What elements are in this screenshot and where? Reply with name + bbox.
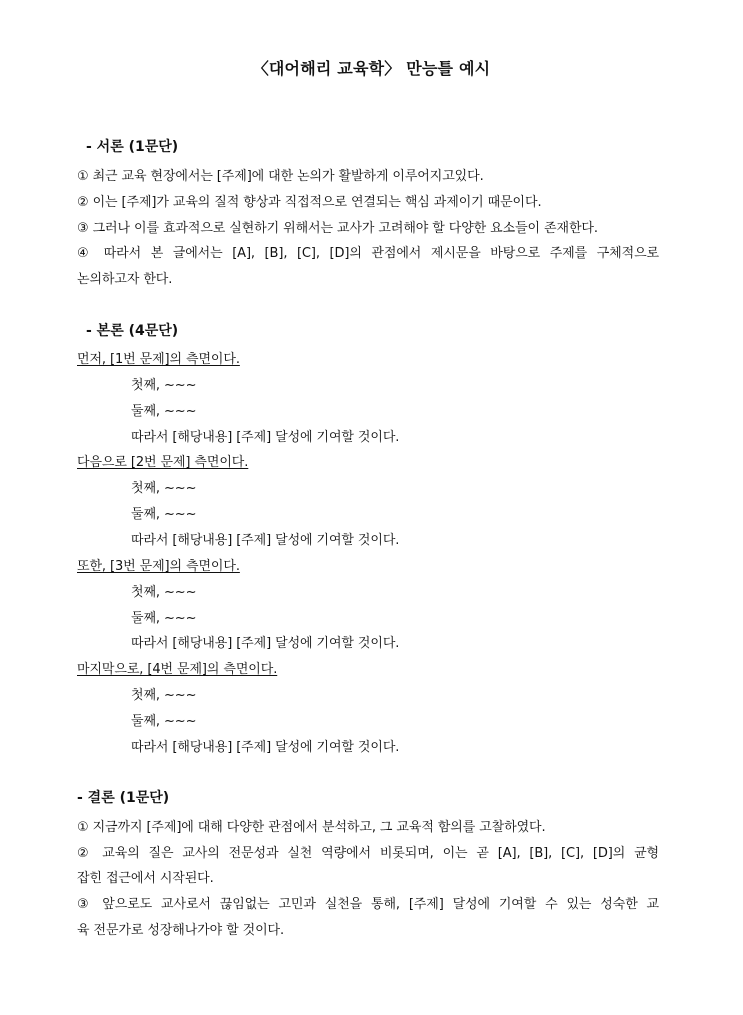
body-block-3-conclusion: 따라서 [해당내용] [주제] 달성에 기여할 것이다. xyxy=(131,636,400,651)
body-block-4-first: 첫째, ~~~ xyxy=(131,688,197,703)
body-block-2-lead: 다음으로 [2번 문제] 측면이다. xyxy=(77,455,249,470)
intro-line-4: ④ 따라서 본 글에서는 [A], [B], [C], [D]의 관점에서 제시문을 바탕으로 주제를 구체적으로 xyxy=(77,246,659,261)
intro-line-5: 논의하고자 한다. xyxy=(77,272,173,287)
intro-line-2: ② 이는 [주제]가 교육의 질적 향상과 직접적으로 연결되는 핵심 과제이기 때문이다. xyxy=(77,195,542,210)
body-block-3-second: 둘째, ~~~ xyxy=(131,611,197,626)
outro-heading: - 결론 (1문단) xyxy=(77,790,170,806)
outro-line-1: ① 지금까지 [주제]에 대해 다양한 관점에서 분석하고, 그 교육적 함의를 고찰하였다. xyxy=(77,820,546,835)
body-block-2-conclusion: 따라서 [해당내용] [주제] 달성에 기여할 것이다. xyxy=(131,533,400,548)
body-block-1-lead: 먼저, [1번 문제]의 측면이다. xyxy=(77,352,240,367)
intro-heading: - 서론 (1문단) xyxy=(86,139,179,155)
body-block-3-first: 첫째, ~~~ xyxy=(131,585,197,600)
body-block-4-lead: 마지막으로, [4번 문제]의 측면이다. xyxy=(77,662,278,677)
body-heading: - 본론 (4문단) xyxy=(86,323,179,339)
outro-line-3: 잡힌 접근에서 시작된다. xyxy=(77,871,214,886)
body-block-1-second: 둘째, ~~~ xyxy=(131,404,197,419)
body-block-2-first: 첫째, ~~~ xyxy=(131,481,197,496)
outro-line-5: 육 전문가로 성장해나가야 할 것이다. xyxy=(77,923,285,938)
document-title: 〈대어해리 교육학〉 만능틀 예시 xyxy=(252,59,491,78)
outro-line-2: ② 교육의 질은 교사의 전문성과 실천 역량에서 비롯되며, 이는 곧 [A], [B], [C], [D]의 균형 xyxy=(77,846,659,861)
body-block-2-second: 둘째, ~~~ xyxy=(131,507,197,522)
intro-line-3: ③ 그러나 이를 효과적으로 실현하기 위해서는 교사가 고려해야 할 다양한 요소들이 존재한다. xyxy=(77,221,598,236)
body-block-1-first: 첫째, ~~~ xyxy=(131,378,197,393)
body-block-3-lead: 또한, [3번 문제]의 측면이다. xyxy=(77,559,240,574)
body-block-4-conclusion: 따라서 [해당내용] [주제] 달성에 기여할 것이다. xyxy=(131,740,400,755)
outro-line-4: ③ 앞으로도 교사로서 끊임없는 고민과 실천을 통해, [주제] 달성에 기여할 수 있는 성숙한 교 xyxy=(77,897,659,912)
body-block-1-conclusion: 따라서 [해당내용] [주제] 달성에 기여할 것이다. xyxy=(131,430,400,445)
body-block-4-second: 둘째, ~~~ xyxy=(131,714,197,729)
intro-line-1: ① 최근 교육 현장에서는 [주제]에 대한 논의가 활발하게 이루어지고있다. xyxy=(77,169,484,184)
